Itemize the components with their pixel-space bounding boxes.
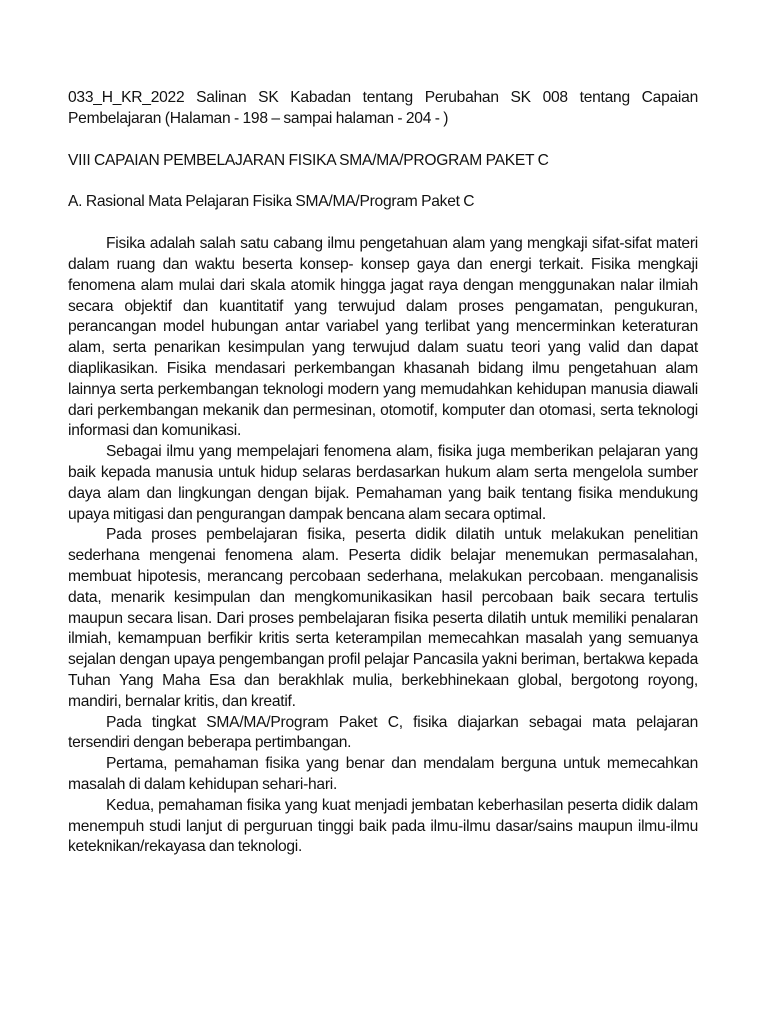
paragraph-definition: Fisika adalah salah satu cabang ilmu pengetahuan alam yang mengkaji sifat-sifat materi dalam ruang dan waktu beserta konsep- konsep gaya dan energi terkait. Fisika mengkaji fenomena alam mulai dari skala atomik hingga jagat raya dengan menggunakan nalar ilmiah secara objektif dan kuantitatif yang terwujud dalam proses pengamatan, pengukuran, perancangan model hubungan antar variabel yang terlibat yang mencerminkan keteraturan alam, serta penarikan kesimpulan yang terwujud dalam suatu teori yang valid dan dapat diaplikasikan. Fisika mendasari perkembangan khasanah bidang ilmu pengetahuan alam lainnya serta perkembangan teknologi modern yang memudahkan kehidupan manusia diawali dari perkembangan mekanik dan permesinan, otomotif, komputer dan otomasi, serta teknologi informasi dan komunikasi. — [68, 235, 698, 440]
subsection-title: A. Rasional Mata Pelajaran Fisika SMA/MA/Program Paket C — [68, 193, 475, 211]
paragraph-learning-process: Pada proses pembelajaran fisika, peserta didik dilatih untuk melakukan penelitian sederhana mengenai fenomena alam. Peserta didik belajar menemukan permasalahan, membuat hipotesis, merancang percobaan sederhana, melakukan percobaan. menganalisis data, menarik kesimpulan dan mengkomunikasikan hasil percobaan baik secara tertulis maupun secara lisan. Dari proses pembelajaran fisika peserta dilatih untuk memiliki penalaran ilmiah, kemampuan berfikir kritis serta keterampilan memecahkan masalah yang semuanya sejalan dengan upaya pengembangan profil pelajar Pancasila yakni beriman, bertakwa kepada Tuhan Yang Maha Esa dan berakhlak mulia, berkebhinekaan global, bergotong royong, mandiri, bernalar kritis, dan kreatif. — [68, 526, 698, 710]
paragraph-level: Pada tingkat SMA/MA/Program Paket C, fisika diajarkan sebagai mata pelajaran tersendiri dengan beberapa pertimbangan. — [68, 713, 698, 752]
paragraph-first-reason: Pertama, pemahaman fisika yang benar dan mendalam berguna untuk memecahkan masalah di dalam kehidupan sehari-hari. — [68, 755, 698, 793]
paragraph-benefits: Sebagai ilmu yang mempelajari fenomena alam, fisika juga memberikan pelajaran yang baik kepada manusia untuk hidup selaras berdasarkan hukum alam serta mengelola sumber daya alam dan lingkungan dengan bijak. Pemahaman yang baik tentang fisika mendukung upaya mitigasi dan pengurangan dampak bencana alam secara optimal. — [68, 443, 698, 523]
body-text — [68, 234, 698, 858]
document-header: 033_H_KR_2022 Salinan SK Kabadan tentang Perubahan SK 008 tentang Capaian Pembelajaran (Halaman - 198 – sampai halaman - 204 - ) — [68, 89, 698, 127]
document-content — [68, 88, 698, 858]
paragraph-second-reason: Kedua, pemahaman fisika yang kuat menjadi jembatan keberhasilan peserta didik dalam menempuh studi lanjut di perguruan tinggi baik pada ilmu-ilmu dasar/sains maupun ilmu-ilmu keteknikan/rekayasa dan teknologi. — [68, 796, 698, 856]
section-title: VIII CAPAIAN PEMBELAJARAN FISIKA SMA/MA/PROGRAM PAKET C — [68, 151, 549, 169]
